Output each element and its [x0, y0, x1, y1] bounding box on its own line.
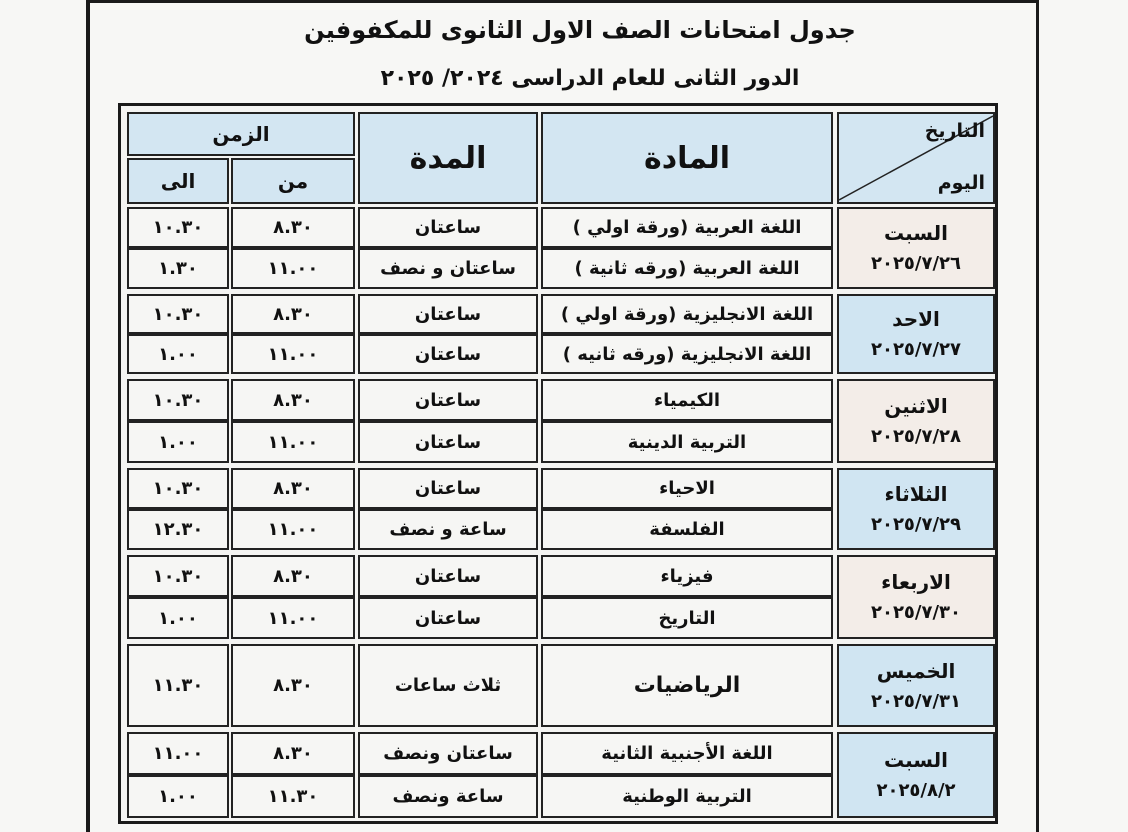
to-time-cell: ١.٠٠	[127, 597, 229, 639]
duration-cell: ساعتان	[358, 468, 538, 509]
day-date: ٢٠٢٥/٧/٣٠	[870, 602, 962, 624]
duration-cell: ثلاث ساعات	[358, 644, 538, 727]
to-time-cell: ١١.٣٠	[127, 644, 229, 727]
to-time-cell: ١٠.٣٠	[127, 379, 229, 421]
day-date: ٢٠٢٥/٧/٢٦	[870, 253, 962, 275]
subject-cell: اللغة الأجنبية الثانية	[541, 732, 833, 775]
day-name: السبت	[883, 748, 949, 773]
document-title: جدول امتحانات الصف الاول الثانوى للمكفوفين	[304, 16, 856, 44]
to-time-cell: ١.٠٠	[127, 334, 229, 374]
to-time-cell: ١٠.٣٠	[127, 555, 229, 597]
day-cell	[837, 294, 995, 374]
day-cell	[837, 555, 995, 639]
to-time-cell: ١١.٠٠	[127, 732, 229, 775]
subject-cell: التربية الدينية	[541, 421, 833, 463]
time-header: الزمن	[127, 112, 355, 156]
day-cell	[837, 732, 995, 818]
day-name: الخميس	[876, 658, 956, 683]
to-time-cell: ١.٣٠	[127, 248, 229, 289]
duration-cell: ساعتان	[358, 597, 538, 639]
subject-cell: الرياضيات	[541, 644, 833, 727]
subject-cell: الاحياء	[541, 468, 833, 509]
to-time-cell: ١.٠٠	[127, 775, 229, 818]
subject-cell: التاريخ	[541, 597, 833, 639]
day-header-label: اليوم	[937, 172, 985, 194]
duration-cell: ساعتان و نصف	[358, 248, 538, 289]
subject-cell: اللغة العربية (ورقة اولي )	[541, 207, 833, 248]
from-time-cell: ١١.٠٠	[231, 509, 355, 550]
day-name: السبت	[883, 221, 949, 246]
subject-cell: التربية الوطنية	[541, 775, 833, 818]
day-cell	[837, 207, 995, 289]
duration-header: المدة	[358, 112, 538, 204]
subject-cell: الكيمياء	[541, 379, 833, 421]
day-date: ٢٠٢٥/٧/٣١	[870, 690, 962, 712]
from-time-cell: ٨.٣٠	[231, 207, 355, 248]
day-name: الاثنين	[884, 394, 948, 419]
duration-cell: ساعتان	[358, 379, 538, 421]
page-frame-top	[86, 0, 1039, 3]
day-name: الثلاثاء	[884, 482, 948, 507]
from-time-cell: ١١.٠٠	[231, 248, 355, 289]
from-time-cell: ١١.٠٠	[231, 334, 355, 374]
day-cell	[837, 379, 995, 463]
to-time-cell: ١٢.٣٠	[127, 509, 229, 550]
subject-cell: فيزياء	[541, 555, 833, 597]
document-subtitle: الدور الثانى للعام الدراسى ٢٠٢٤/ ٢٠٢٥	[380, 66, 800, 91]
date-header-label: التاريخ	[924, 120, 985, 142]
day-name: الاربعاء	[881, 570, 951, 595]
page-frame-right	[1036, 0, 1039, 832]
subject-cell: اللغة الانجليزية (ورقه ثانيه )	[541, 334, 833, 374]
exam-schedule-table	[118, 103, 998, 824]
from-time-cell: ٨.٣٠	[231, 468, 355, 509]
subject-cell: الفلسفة	[541, 509, 833, 550]
to-time-cell: ١٠.٣٠	[127, 468, 229, 509]
to-header: الى	[127, 158, 229, 204]
day-date: ٢٠٢٥/٧/٢٩	[870, 514, 962, 536]
from-time-cell: ٨.٣٠	[231, 555, 355, 597]
from-time-cell: ١١.٣٠	[231, 775, 355, 818]
to-time-cell: ١٠.٣٠	[127, 294, 229, 334]
subject-header: المادة	[541, 112, 833, 204]
day-date: ٢٠٢٥/٨/٢	[876, 780, 956, 802]
duration-cell: ساعتان	[358, 294, 538, 334]
duration-cell: ساعتان	[358, 421, 538, 463]
page-frame-left	[86, 0, 90, 832]
from-time-cell: ١١.٠٠	[231, 597, 355, 639]
duration-cell: ساعة ونصف	[358, 775, 538, 818]
day-date: ٢٠٢٥/٧/٢٨	[870, 426, 962, 448]
from-time-cell: ٨.٣٠	[231, 294, 355, 334]
from-time-cell: ١١.٠٠	[231, 421, 355, 463]
day-date: ٢٠٢٥/٧/٢٧	[870, 339, 962, 361]
day-name: الاحد	[892, 307, 940, 332]
duration-cell: ساعتان	[358, 207, 538, 248]
date-day-header	[837, 112, 995, 204]
subject-cell: اللغة الانجليزية (ورقة اولي )	[541, 294, 833, 334]
duration-cell: ساعتان	[358, 334, 538, 374]
to-time-cell: ١.٠٠	[127, 421, 229, 463]
duration-cell: ساعة و نصف	[358, 509, 538, 550]
subject-cell: اللغة العربية (ورقه ثانية )	[541, 248, 833, 289]
day-cell	[837, 644, 995, 727]
from-time-cell: ٨.٣٠	[231, 732, 355, 775]
from-time-cell: ٨.٣٠	[231, 644, 355, 727]
from-header: من	[231, 158, 355, 204]
day-cell	[837, 468, 995, 550]
duration-cell: ساعتان ونصف	[358, 732, 538, 775]
to-time-cell: ١٠.٣٠	[127, 207, 229, 248]
from-time-cell: ٨.٣٠	[231, 379, 355, 421]
duration-cell: ساعتان	[358, 555, 538, 597]
